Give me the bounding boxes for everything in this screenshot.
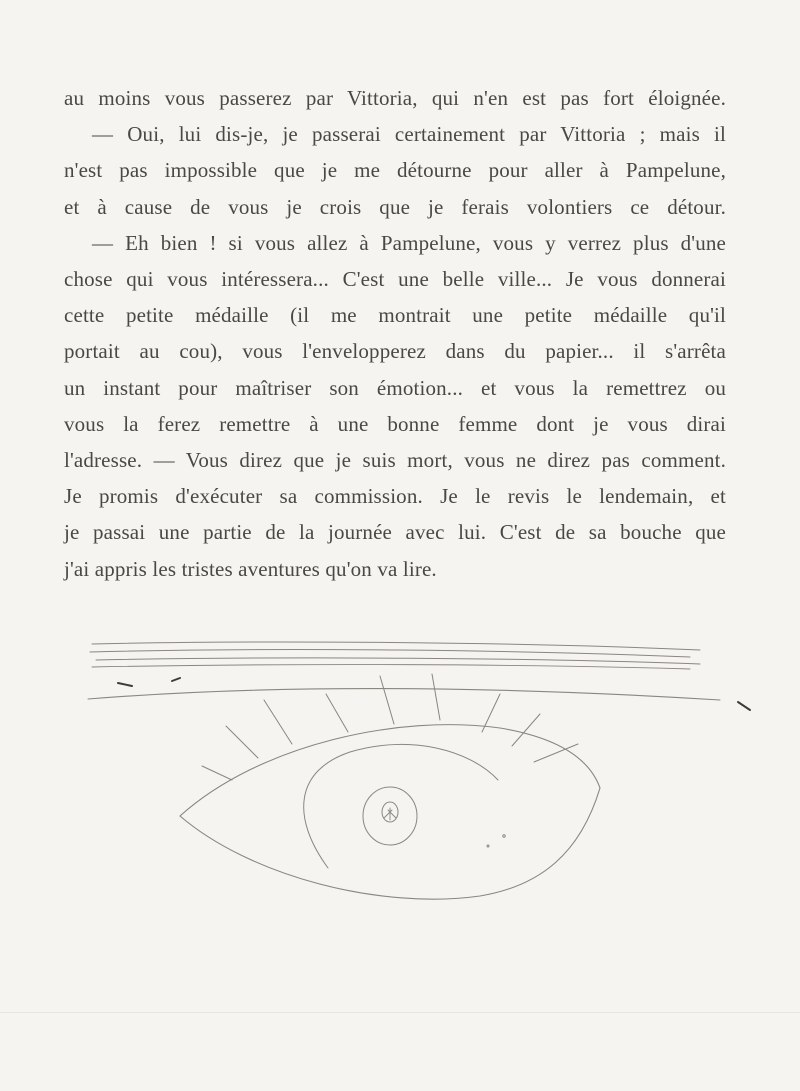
ink-fleck bbox=[118, 683, 132, 686]
text-line: chose qui vous intéressera... C'est une belle ville... Je vous donnerai bbox=[64, 267, 726, 292]
eyelash bbox=[512, 714, 540, 746]
eyelash bbox=[226, 726, 258, 758]
stipple-dot bbox=[487, 845, 489, 847]
eyelash bbox=[264, 700, 292, 744]
text-line: vous la ferez remettre à une bonne femme dont je vous dirai bbox=[64, 411, 726, 436]
text-line: cette petite médaille (il me montrait une petite médaille qu'il bbox=[64, 303, 726, 328]
text-line: n'est pas impossible que je me détourne pour aller à Pampelune, bbox=[64, 158, 726, 183]
paper-edge-line bbox=[0, 1012, 800, 1013]
text-line: Je promis d'exécuter sa commission. Je le revis le lendemain, et bbox=[64, 484, 726, 509]
lower-eyelid bbox=[180, 788, 600, 899]
text-line: portait au cou), vous l'envelopperez dans du papier... il s'arrêta bbox=[64, 339, 726, 364]
iris-arc bbox=[304, 744, 498, 868]
text-line: et à cause de vous je crois que je ferais volontiers ce détour. bbox=[64, 194, 726, 219]
brow-line bbox=[90, 650, 690, 657]
text-line: au moins vous passerez par Vittoria, qui n'en est pas fort éloignée. bbox=[64, 86, 726, 110]
text-line: j'ai appris les tristes aventures qu'on va lire. bbox=[64, 556, 437, 581]
text-line: — Oui, lui dis-je, je passerai certainement par Vittoria ; mais il bbox=[92, 122, 726, 147]
eye-etching bbox=[0, 620, 800, 920]
ink-fleck bbox=[172, 678, 180, 681]
text-line: un instant pour maîtriser son émotion... et vous la remettrez ou bbox=[64, 375, 726, 400]
brow-line bbox=[88, 689, 720, 700]
text-line: je passai une partie de la journée avec lui. C'est de sa bouche que bbox=[64, 520, 726, 545]
stipple-dot bbox=[503, 835, 505, 837]
body-text bbox=[64, 80, 726, 587]
brow-line bbox=[92, 665, 690, 669]
pupil-mark bbox=[384, 808, 396, 820]
ink-fleck bbox=[738, 702, 750, 710]
eyelash bbox=[432, 674, 440, 720]
text-line: — Eh bien ! si vous allez à Pampelune, vous y verrez plus d'une bbox=[92, 230, 726, 255]
brow-line bbox=[92, 642, 700, 650]
eyelash bbox=[380, 676, 394, 724]
eyelash bbox=[202, 766, 232, 780]
brow-line bbox=[96, 658, 700, 664]
eye-illustration bbox=[0, 620, 800, 920]
eyelash bbox=[326, 694, 348, 732]
text-line: l'adresse. — Vous direz que je suis mort, vous ne direz pas comment. bbox=[64, 448, 726, 473]
